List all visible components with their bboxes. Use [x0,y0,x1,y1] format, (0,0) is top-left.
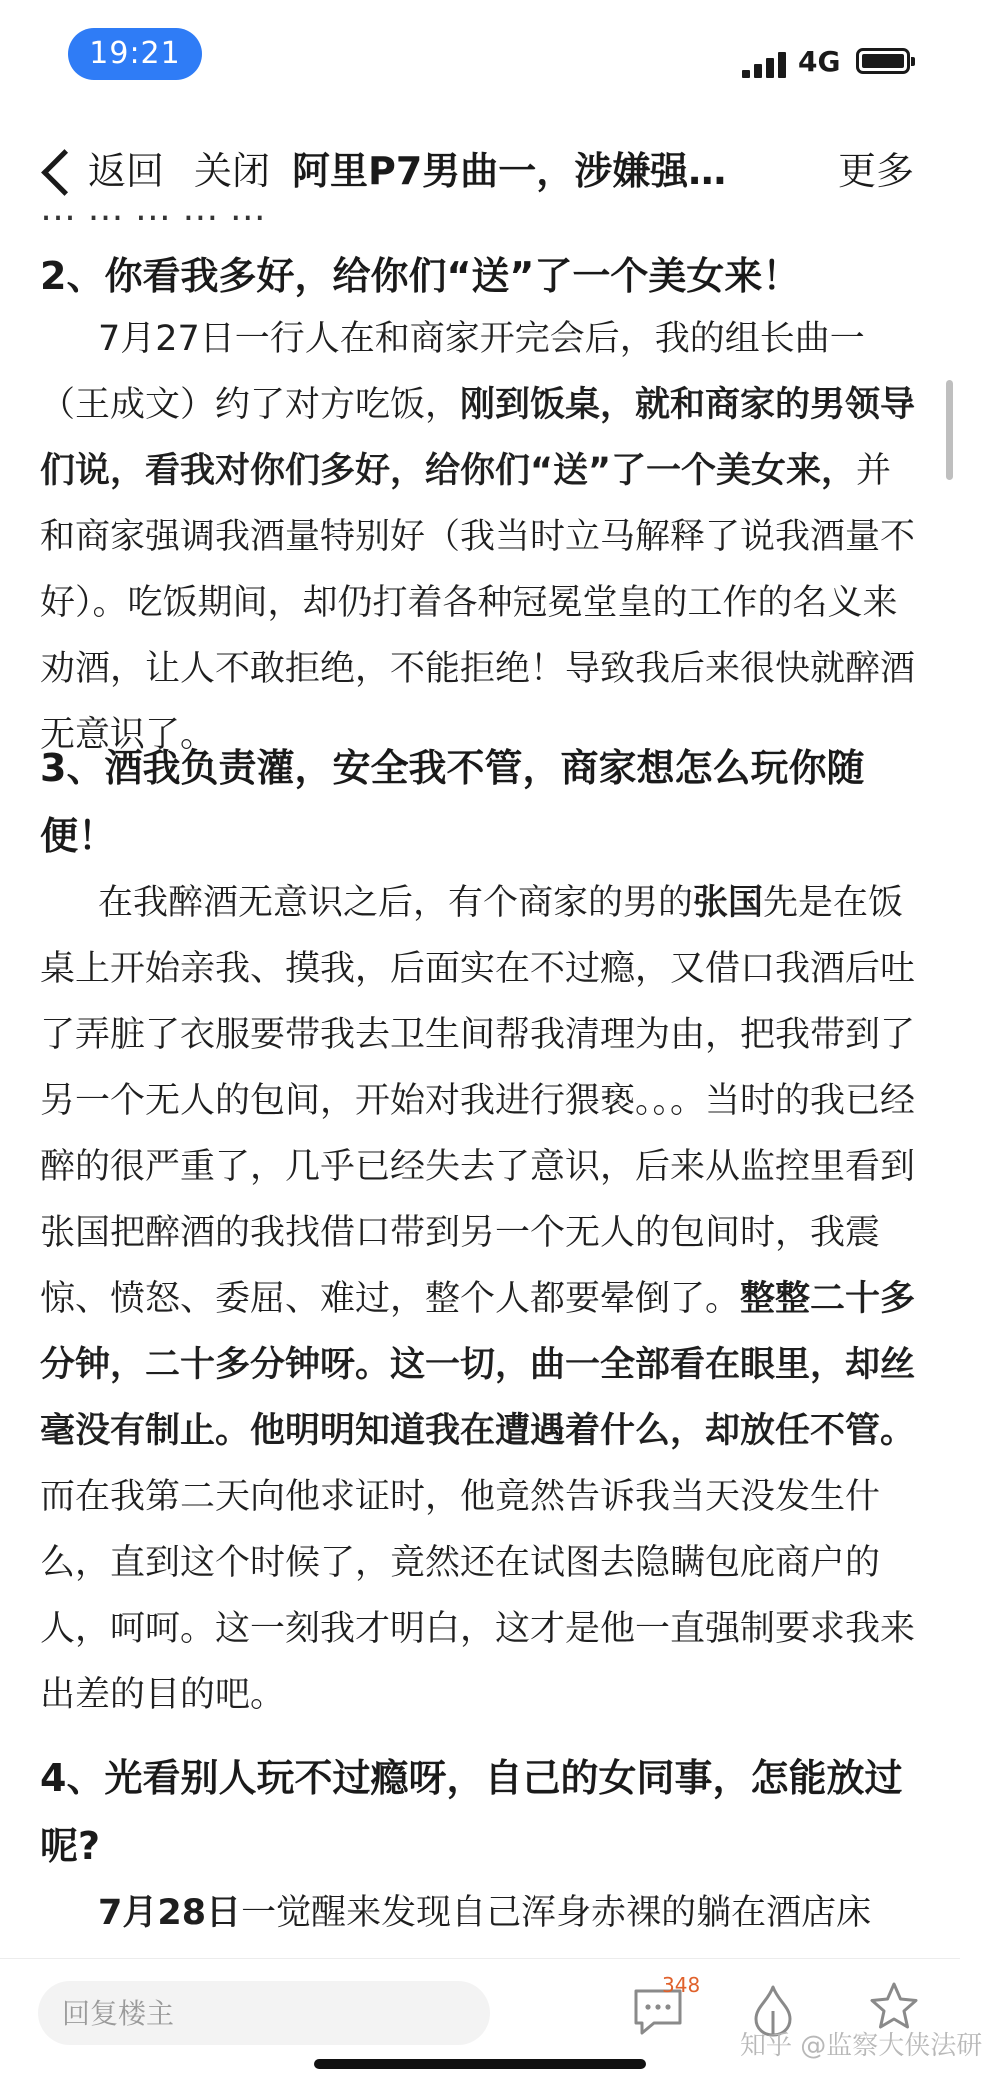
paragraph-bold-text: 刚到饭桌，就和商家的男领导们说，看我对你们多好，给你们“送”了一个美女来， [40,385,916,491]
section-paragraph-2 [40,306,920,768]
section-heading-3: 3、酒我负责灌，安全我不管，商家想怎么玩你随便！ [40,746,865,858]
scrollbar-thumb[interactable] [946,380,953,480]
page-title: 阿里P7男曲一，涉嫌强… [292,149,727,193]
status-time: 19:21 [68,28,202,80]
comment-count-badge: 348 [662,1973,701,1997]
paragraph-bold-text: 整整二十多分钟，二十多分钟呀。这一切，曲一全部看在眼里，却丝毫没有制止。他明明知道我在遭遇着什么，却放任不管。 [40,1279,916,1451]
paragraph-text: 先是在饭桌上开始亲我、摸我，后面实在不过瘾，又借口我酒后吐了弄脏了衣服要带我去卫生间帮我清理为由，把我带到了另一个无人的包间，开始对我进行猥亵。。。当时的我已经醉的很严重了，几乎已经失去了意识，后来从监控里看到张国把醉酒的我找借口带到另一个无人的包间时，我震惊、愤怒、委屈、难过，整个人都要晕倒了。 [40,883,916,1319]
paragraph-bold-text: 张国 [693,883,764,923]
paragraph-text: 而在我第二天向他求证时，他竟然告诉我当天没发生什么，直到这个时候了，竟然还在试图去隐瞒包庇商户的人，呵呵。这一刻我才明白，这才是他一直强制要求我来出差的目的吧。 [40,1477,916,1715]
battery-icon [856,48,910,74]
close-button[interactable]: 关闭 [194,149,271,193]
paragraph-text: 在我醉酒无意识之后，有个商家的男的 [98,883,694,923]
home-indicator[interactable] [314,2059,646,2069]
back-button[interactable]: 返回 [88,149,165,193]
paragraph-text: 7月27日一行人在和商家开完会后，我的组长曲一（王成文）约了对方吃饭， [40,319,865,425]
paragraph-bold-text: 7月28日 [98,1893,242,1933]
section-heading-4: 4、光看别人玩不过瘾呀，自己的女同事，怎能放过呢? [40,1756,903,1868]
section-heading-2: 2、你看我多好，给你们“送”了一个美女来！ [40,254,801,298]
more-button[interactable]: 更多 [838,149,915,193]
section-paragraph-3 [40,870,920,1728]
paragraph-text: 一觉醒来发现自己浑身赤裸的躺在酒店床 [241,1893,872,1933]
paragraph-text: 并和商家强调我酒量特别好（我当时立马解释了说我酒量不好）。吃饭期间，却仍打着各种冠冕堂皇的工作的名义来劝酒，让人不敢拒绝，不能拒绝！导致我后来很快就醉酒无意识了。 [40,451,916,755]
status-bar [0,0,960,110]
article-content[interactable] [0,214,960,1958]
back-chevron-icon[interactable] [41,149,88,196]
bottom-action-bar [0,1958,982,2078]
signal-strength-icon [742,50,790,78]
navigation-bar [0,128,960,214]
reply-input[interactable] [38,1981,490,2045]
network-type-label: 4G [798,45,841,78]
watermark-text: 知乎 @监察大侠法研 [740,2031,982,2061]
